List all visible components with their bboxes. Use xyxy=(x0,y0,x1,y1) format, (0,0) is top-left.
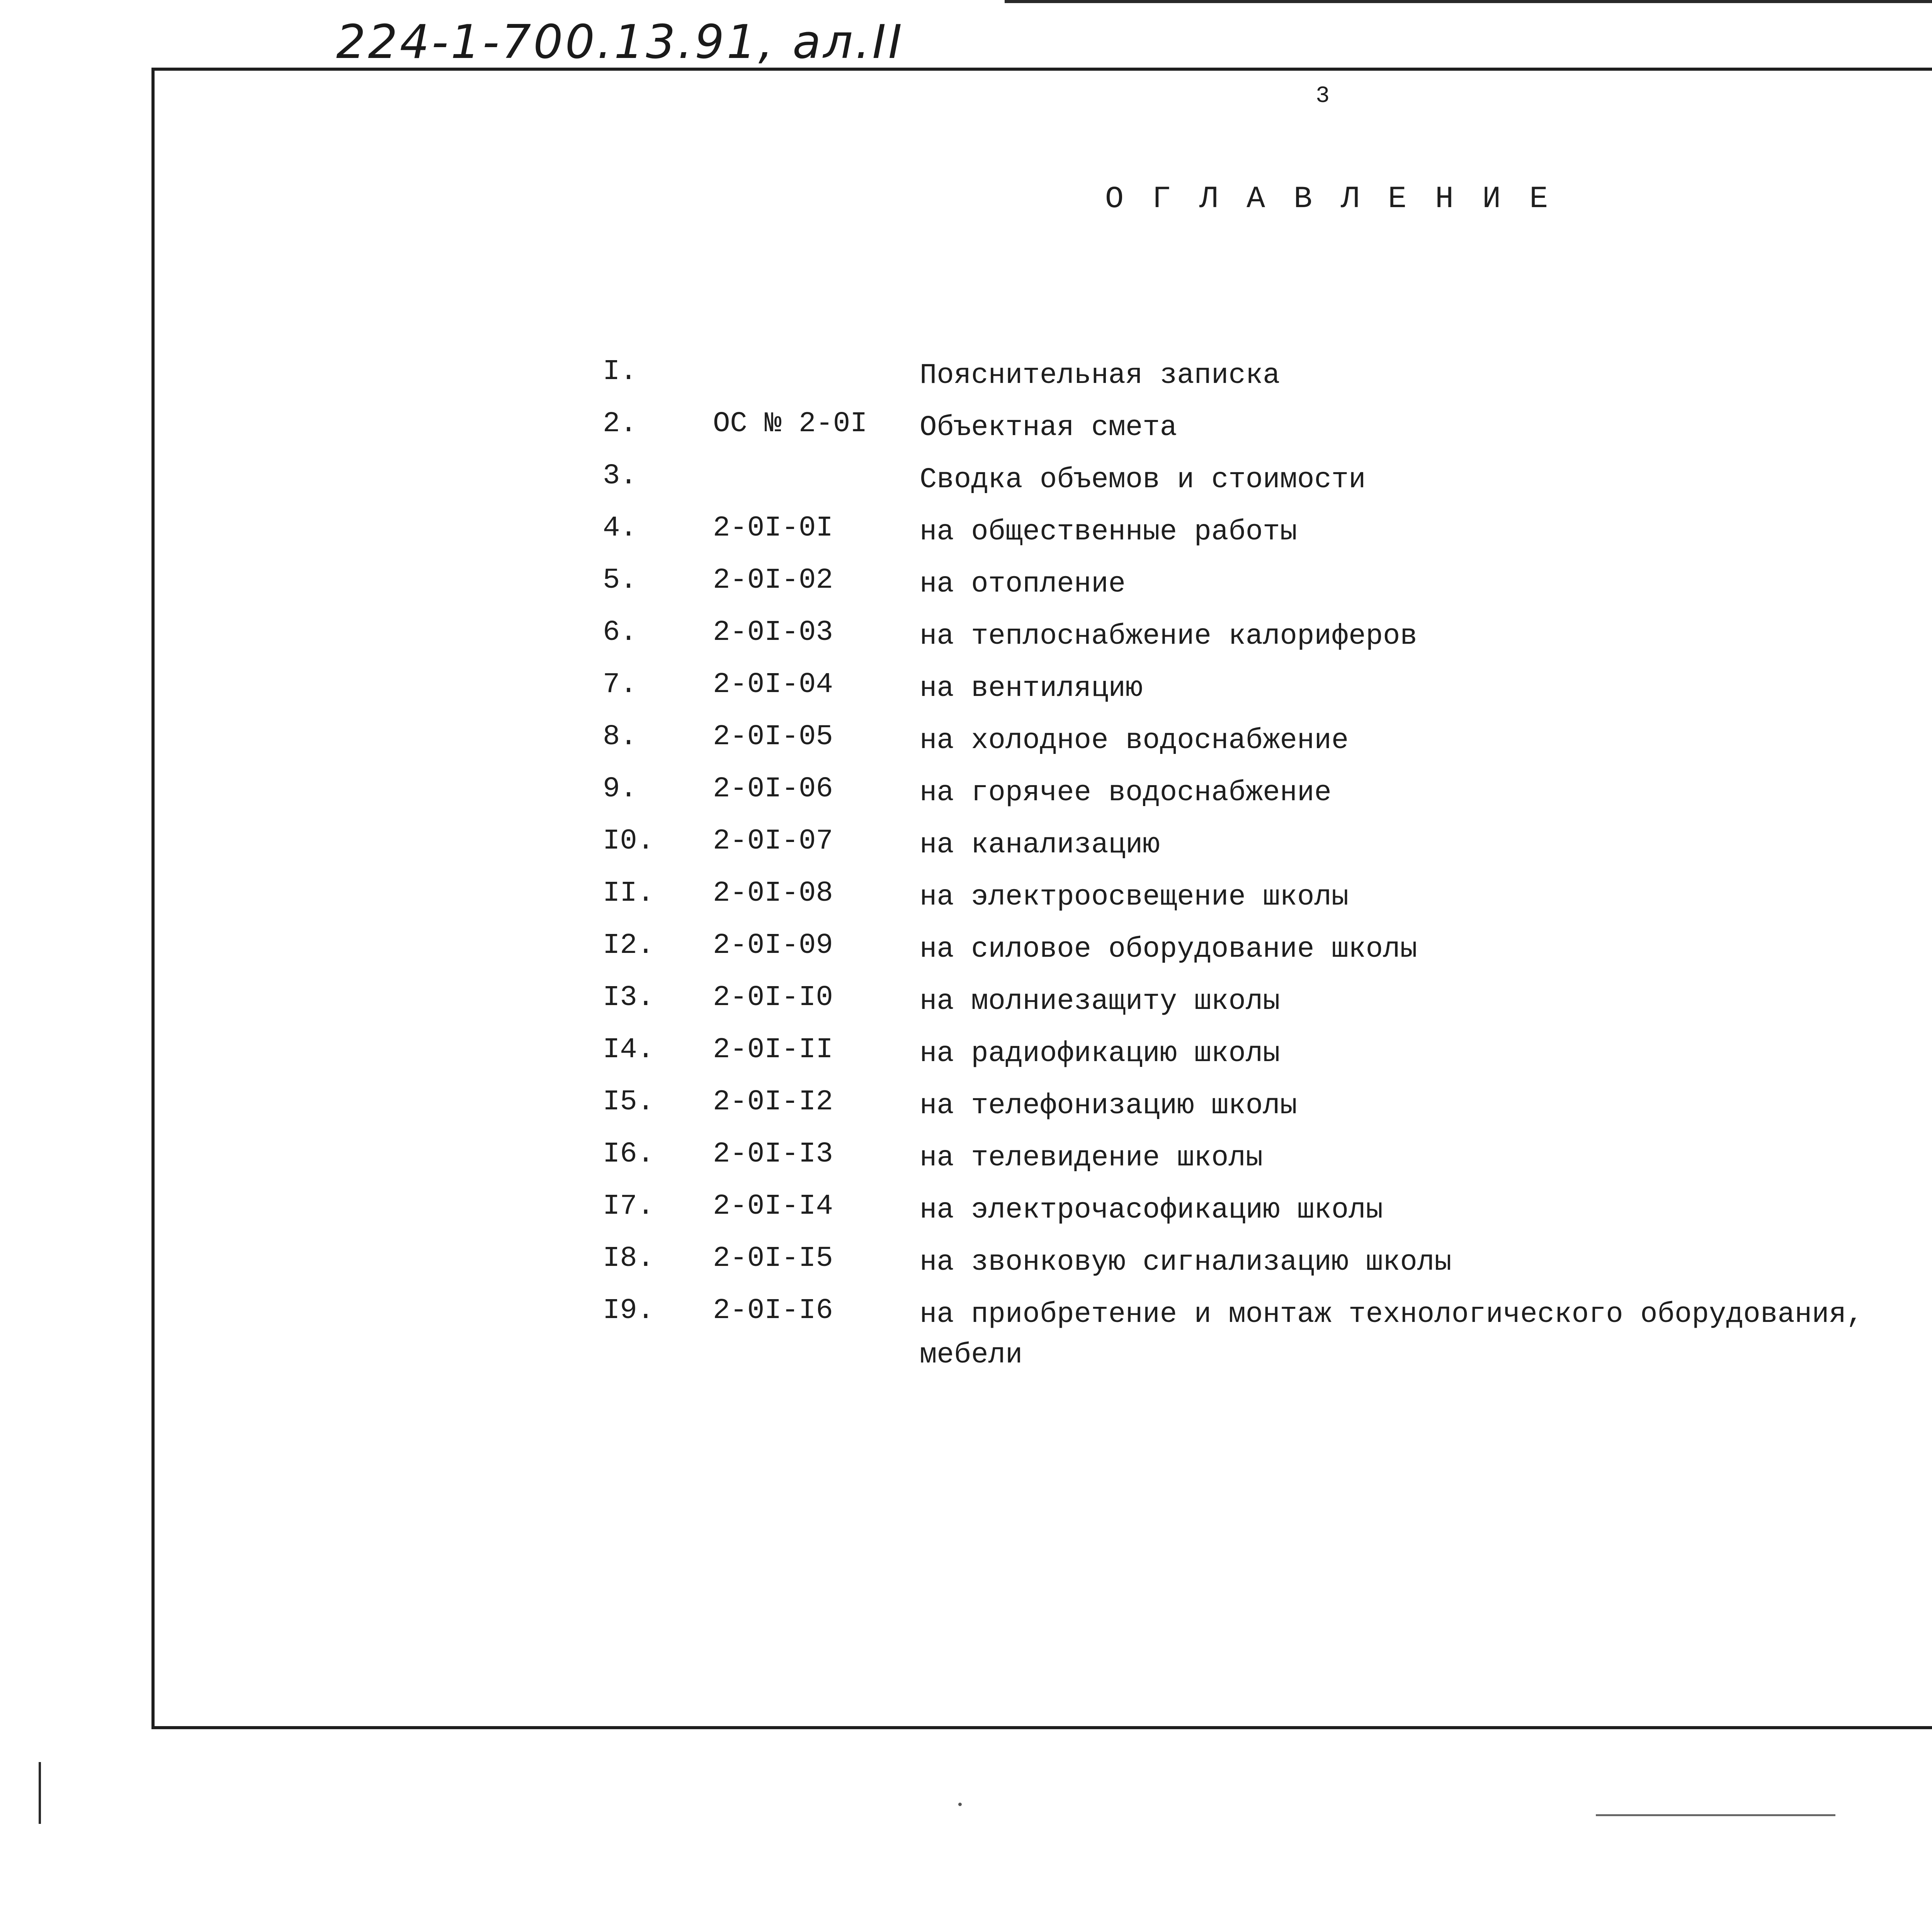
toc-title: ОГЛАВЛЕНИЕ xyxy=(1105,182,1577,217)
toc-item-code: 2-0I-I5 xyxy=(713,1242,833,1275)
toc-row xyxy=(0,512,1932,562)
toc-row xyxy=(0,1294,1932,1371)
toc-row xyxy=(0,564,1932,614)
toc-item-title: на молниезащиту школы xyxy=(920,985,1280,1018)
toc-item-title: на телевидение школы xyxy=(920,1142,1263,1174)
toc-item-code: ОС № 2-0I xyxy=(713,408,867,440)
toc-item-code: 2-0I-I4 xyxy=(713,1190,833,1223)
toc-item-code: 2-0I-I3 xyxy=(713,1138,833,1170)
scan-edge-top xyxy=(1005,0,1932,3)
toc-item-number: 2. xyxy=(603,408,637,440)
toc-item-title: на приобретение и монтаж технологического оборудования, мебели xyxy=(920,1298,1864,1371)
toc-item-number: I3. xyxy=(603,981,655,1014)
toc-item-title: Сводка объемов и стоимости xyxy=(920,464,1366,496)
toc-item-code: 2-0I-06 xyxy=(713,773,833,805)
toc-item-code: 2-0I-07 xyxy=(713,825,833,857)
toc-item-number: I7. xyxy=(603,1190,655,1223)
toc-item-number: I5. xyxy=(603,1086,655,1118)
toc-item-code: 2-0I-I6 xyxy=(713,1294,833,1327)
toc-item-title: на теплоснабжение калориферов xyxy=(920,620,1417,653)
toc-item-number: II. xyxy=(603,877,655,910)
toc-row xyxy=(0,1190,1932,1240)
toc-item-title: на общественные работы xyxy=(920,516,1297,548)
toc-item-number: I. xyxy=(603,356,637,388)
toc-row xyxy=(0,460,1932,510)
toc-item-title: на холодное водоснабжение xyxy=(920,725,1349,757)
toc-item-code: 2-0I-08 xyxy=(713,877,833,910)
toc-row xyxy=(0,1138,1932,1188)
toc-item-code: 2-0I-05 xyxy=(713,721,833,753)
toc-item-number: I6. xyxy=(603,1138,655,1170)
toc-item-code: 2-0I-04 xyxy=(713,668,833,701)
toc-row xyxy=(0,981,1932,1032)
toc-row xyxy=(0,1086,1932,1136)
toc-item-number: 5. xyxy=(603,564,637,597)
toc-row xyxy=(0,1034,1932,1084)
toc-row xyxy=(0,616,1932,667)
toc-item-number: I9. xyxy=(603,1294,655,1327)
toc-item-number: 4. xyxy=(603,512,637,544)
toc-row xyxy=(0,721,1932,771)
toc-row xyxy=(0,877,1932,927)
toc-item-number: I2. xyxy=(603,929,655,962)
toc-item-title: Пояснительная записка xyxy=(920,359,1280,392)
speck xyxy=(958,1803,962,1806)
toc-row xyxy=(0,1242,1932,1293)
toc-item-code: 2-0I-02 xyxy=(713,564,833,597)
toc-row xyxy=(0,356,1932,406)
toc-item-number: 8. xyxy=(603,721,637,753)
toc-row xyxy=(0,825,1932,875)
scan-edge-left xyxy=(39,1762,41,1824)
toc-item-number: I4. xyxy=(603,1034,655,1066)
toc-row xyxy=(0,668,1932,719)
toc-item-number: 9. xyxy=(603,773,637,805)
toc-item-title: на канализацию xyxy=(920,829,1160,861)
toc-item-title: на электрочасофикацию школы xyxy=(920,1194,1383,1226)
toc-item-code: 2-0I-0I xyxy=(713,512,833,544)
toc-item-title: на радиофикацию школы xyxy=(920,1038,1280,1070)
toc-row xyxy=(0,408,1932,458)
toc-row xyxy=(0,773,1932,823)
scan-mark-bottom xyxy=(1596,1814,1835,1816)
toc-item-title: на силовое оборудование школы xyxy=(920,933,1417,966)
toc-item-title: на горячее водоснабжение xyxy=(920,777,1332,809)
toc-item-title: Объектная смета xyxy=(920,412,1177,444)
toc-item-title: на электроосвещение школы xyxy=(920,881,1349,913)
toc-item-code: 2-0I-09 xyxy=(713,929,833,962)
document-code: 224-1-700.13.91, ал.II xyxy=(336,15,905,69)
toc-item-number: I0. xyxy=(603,825,655,857)
page-number: 3 xyxy=(1316,83,1330,109)
toc-item-code: 2-0I-03 xyxy=(713,616,833,649)
toc-item-code: 2-0I-I2 xyxy=(713,1086,833,1118)
toc-item-code: 2-0I-I0 xyxy=(713,981,833,1014)
toc-item-title: на отопление xyxy=(920,568,1126,600)
toc-item-number: 3. xyxy=(603,460,637,492)
toc-item-title: на звонковую сигнализацию школы xyxy=(920,1246,1452,1279)
toc-item-number: I8. xyxy=(603,1242,655,1275)
toc-row xyxy=(0,929,1932,980)
toc-item-title: на вентиляцию xyxy=(920,672,1143,705)
toc-item-code: 2-0I-II xyxy=(713,1034,833,1066)
toc-item-number: 7. xyxy=(603,668,637,701)
toc-item-number: 6. xyxy=(603,616,637,649)
toc-item-title: на телефонизацию школы xyxy=(920,1090,1297,1122)
